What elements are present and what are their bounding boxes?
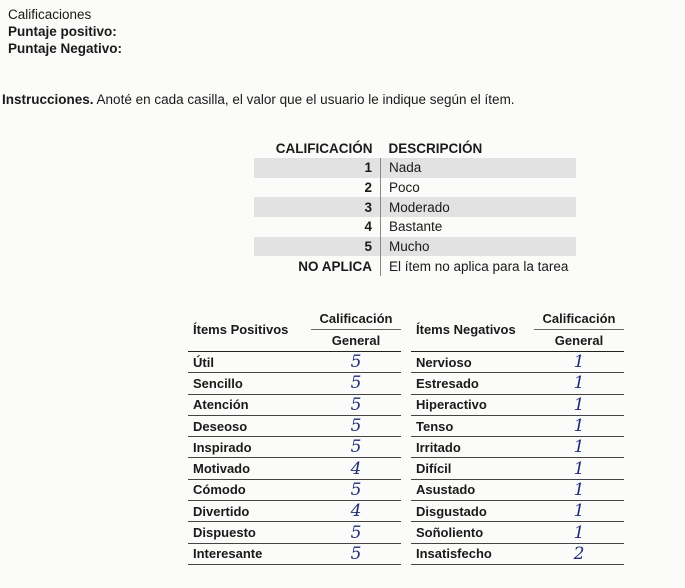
scale-value: 5 bbox=[254, 237, 381, 257]
negative-item-rating: 1 bbox=[534, 394, 624, 415]
negative-item-name: Irritado bbox=[411, 437, 534, 458]
positive-item-name: Deseoso bbox=[188, 415, 311, 436]
item-row bbox=[188, 501, 624, 522]
positive-item-rating: 5 bbox=[311, 394, 401, 415]
item-row bbox=[188, 373, 624, 394]
negative-item-name: Tenso bbox=[411, 415, 534, 436]
scale-row bbox=[254, 237, 576, 257]
scale-description: Moderado bbox=[381, 197, 577, 217]
positive-item-name: Sencillo bbox=[188, 373, 311, 394]
positive-item-name: Atención bbox=[188, 394, 311, 415]
negative-item-rating: 1 bbox=[534, 352, 624, 373]
scale-value: 3 bbox=[254, 197, 381, 217]
negative-item-rating: 2 bbox=[534, 543, 624, 564]
negative-item-rating: 1 bbox=[534, 458, 624, 479]
positive-item-rating: 5 bbox=[311, 352, 401, 373]
positive-general-header: General bbox=[311, 330, 401, 352]
negative-general-header: General bbox=[534, 330, 624, 352]
scale-value: 2 bbox=[254, 178, 381, 198]
positive-item-name: Divertido bbox=[188, 501, 311, 522]
negative-item-name: Hiperactivo bbox=[411, 394, 534, 415]
positive-item-name: Dispuesto bbox=[188, 522, 311, 543]
negative-items-header: Ítems Negativos bbox=[411, 308, 534, 352]
negative-item-name: Soñoliento bbox=[411, 522, 534, 543]
positive-item-rating: 5 bbox=[311, 479, 401, 500]
scale-description: Bastante bbox=[389, 219, 443, 235]
positive-item-rating: 5 bbox=[311, 522, 401, 543]
scale-col-description: DESCRIPCIÓN bbox=[388, 140, 483, 156]
negative-item-name: Nervioso bbox=[411, 352, 534, 373]
positive-item-name: Inspirado bbox=[188, 437, 311, 458]
scale-row bbox=[254, 158, 576, 178]
rating-scale-table bbox=[254, 138, 576, 276]
scale-row bbox=[254, 217, 576, 237]
positive-item-name: Interesante bbox=[188, 543, 311, 564]
scale-row bbox=[254, 197, 576, 217]
item-row bbox=[188, 394, 624, 415]
positive-item-rating: 5 bbox=[311, 543, 401, 564]
item-row bbox=[188, 437, 624, 458]
items-table bbox=[188, 308, 624, 565]
item-row bbox=[188, 352, 624, 373]
scale-value: 1 bbox=[254, 158, 381, 178]
negative-score-label: Puntaje Negativo: bbox=[8, 41, 123, 56]
scale-description: El ítem no aplica para la tarea bbox=[389, 258, 569, 274]
doc-title: Calificaciones bbox=[8, 7, 92, 22]
positive-items-header: Ítems Positivos bbox=[188, 308, 311, 352]
scale-description: Mucho bbox=[381, 237, 577, 257]
negative-item-name: Estresado bbox=[411, 373, 534, 394]
scale-col-rating: CALIFICACIÓN bbox=[275, 140, 373, 156]
negative-item-rating: 1 bbox=[534, 373, 624, 394]
item-row bbox=[188, 458, 624, 479]
item-row bbox=[188, 415, 624, 436]
positive-item-rating: 5 bbox=[311, 373, 401, 394]
negative-item-name: Insatisfecho bbox=[411, 543, 534, 564]
positive-rating-header: Calificación bbox=[311, 308, 401, 330]
positive-item-name: Cómodo bbox=[188, 479, 311, 500]
positive-item-rating: 5 bbox=[311, 437, 401, 458]
scale-value: 4 bbox=[254, 217, 381, 237]
item-row bbox=[188, 479, 624, 500]
instructions-text: Anoté en cada casilla, el valor que el usuario le indique según el ítem. bbox=[96, 92, 515, 107]
positive-score-label: Puntaje positivo: bbox=[8, 24, 117, 39]
item-row bbox=[188, 543, 624, 564]
scale-row bbox=[254, 256, 576, 276]
negative-item-name: Difícil bbox=[411, 458, 534, 479]
positive-item-name: Útil bbox=[188, 352, 311, 373]
positive-item-rating: 5 bbox=[311, 415, 401, 436]
positive-item-name: Motivado bbox=[188, 458, 311, 479]
negative-item-name: Disgustado bbox=[411, 501, 534, 522]
negative-item-rating: 1 bbox=[534, 479, 624, 500]
positive-item-rating: 4 bbox=[311, 458, 401, 479]
item-row bbox=[188, 522, 624, 543]
negative-item-rating: 1 bbox=[534, 415, 624, 436]
positive-item-rating: 4 bbox=[311, 501, 401, 522]
negative-item-rating: 1 bbox=[534, 501, 624, 522]
scale-row bbox=[254, 178, 576, 198]
scale-description: Poco bbox=[389, 180, 420, 196]
scale-value: NO APLICA bbox=[254, 256, 381, 276]
negative-rating-header: Calificación bbox=[534, 308, 624, 330]
negative-item-name: Asustado bbox=[411, 479, 534, 500]
instructions bbox=[2, 92, 515, 107]
negative-item-rating: 1 bbox=[534, 437, 624, 458]
negative-item-rating: 1 bbox=[534, 522, 624, 543]
scale-description: Nada bbox=[381, 158, 577, 178]
instructions-label: Instrucciones. bbox=[2, 92, 94, 107]
